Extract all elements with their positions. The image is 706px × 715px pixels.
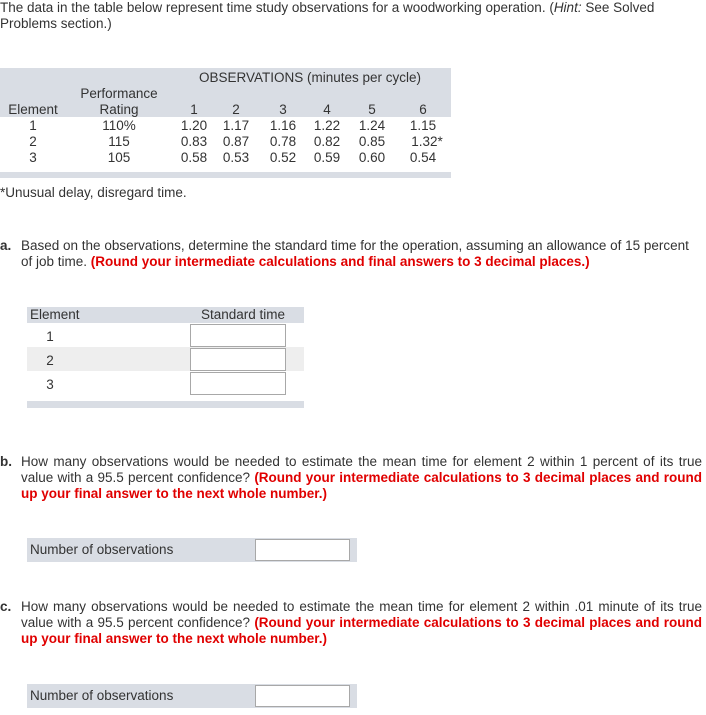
obs-cell: 0.87 [222,134,250,149]
standard-time-element-header: Element [30,307,80,322]
obs-cell: 0.59 [313,150,341,165]
obs-cell: 0.54 [409,150,437,165]
obs-row-2-element: 2 [29,134,37,149]
obs-cell: 0.58 [180,150,208,165]
question-b-letter: b. [0,454,12,469]
question-b-text: How many observations would be needed to estimate the mean time for element 2 within 1 percent of its true value with a 95.5 percent confidence? [21,454,702,485]
obs-cell: 1.20 [180,118,208,133]
obs-row-1-rating: 110% [102,118,136,133]
obs-cell: 0.60 [358,150,386,165]
cycle-header-6: 6 [419,102,427,117]
cycle-header-3: 3 [279,102,287,117]
obs-row-2-rating: 115 [108,134,130,149]
hint-label: Hint: [553,0,582,15]
element-header: Element [8,102,58,117]
question-a-letter: a. [0,238,12,253]
standard-time-table-footer [27,401,304,408]
standard-time-row-1-label: 1 [46,329,54,344]
rating-header-line2: Rating [99,102,139,117]
obs-cell: 0.52 [269,150,297,165]
obs-cell: 1.16 [269,118,297,133]
question-b-instruction: (Round your intermediate calculations to 3 decimal places and round up your final answer to the next whole number.) [21,470,703,501]
question-a-text: Based on the observations, determine the standard time for the operation, assuming an allowance of 15 percent of job time. [21,238,689,269]
footnote: *Unusual delay, disregard time. [0,185,187,200]
cycle-header-5: 5 [368,102,376,117]
obs-cell: 0.85 [358,134,386,149]
question-c [0,599,702,649]
observations-b-input[interactable] [255,539,350,561]
observations-c-label: Number of observations [30,688,174,703]
standard-time-input-3[interactable] [190,372,286,395]
obs-cell: 1.22 [313,118,341,133]
observations-bottom-band [0,172,451,178]
standard-time-row-3-label: 3 [46,377,54,392]
obs-cell: 0.82 [313,134,341,149]
obs-cell: 1.17 [222,118,250,133]
standard-time-input-1[interactable] [190,324,286,347]
obs-cell: 1.32* [411,134,443,149]
cycle-header-4: 4 [323,102,331,117]
obs-row-1-element: 1 [29,118,37,133]
question-c-letter: c. [0,599,12,614]
obs-row-3-rating: 105 [107,150,131,165]
obs-cell: 1.24 [358,118,386,133]
obs-cell: 0.53 [222,150,250,165]
obs-cell: 1.15 [409,118,437,133]
cycle-header-1: 1 [190,102,198,117]
standard-time-header: Standard time [200,307,286,322]
cycle-header-2: 2 [232,102,240,117]
hint-text: See Solved Problems section.) [0,0,655,31]
obs-cell: 0.78 [269,134,297,149]
question-c-text: How many observations would be needed to estimate the mean time for element 2 within .01 minute of its true value with a 95.5 percent confidence? [21,599,702,630]
obs-cell: 0.83 [180,134,208,149]
question-c-instruction: (Round your intermediate calculations to 3 decimal places and round up your final answer to the next whole number.) [21,615,703,646]
question-b [0,454,702,504]
intro-main: The data in the table below represent time study observations for a woodworking operation. ( [0,0,554,15]
question-a-body [21,238,702,270]
question-c-body [21,599,702,647]
obs-row-3-element: 3 [29,150,37,165]
standard-time-row-2-label: 2 [46,353,54,368]
question-a-instruction: (Round your intermediate calculations and final answers to 3 decimal places.) [90,254,590,269]
rating-header-line1: Performance [80,86,158,101]
question-a [0,238,702,272]
intro-text [0,0,700,32]
standard-time-input-2[interactable] [190,348,286,371]
observations-c-input[interactable] [255,685,350,707]
observations-b-label: Number of observations [30,542,174,557]
observations-group-header: OBSERVATIONS (minutes per cycle) [198,70,422,85]
question-b-body [21,454,702,502]
